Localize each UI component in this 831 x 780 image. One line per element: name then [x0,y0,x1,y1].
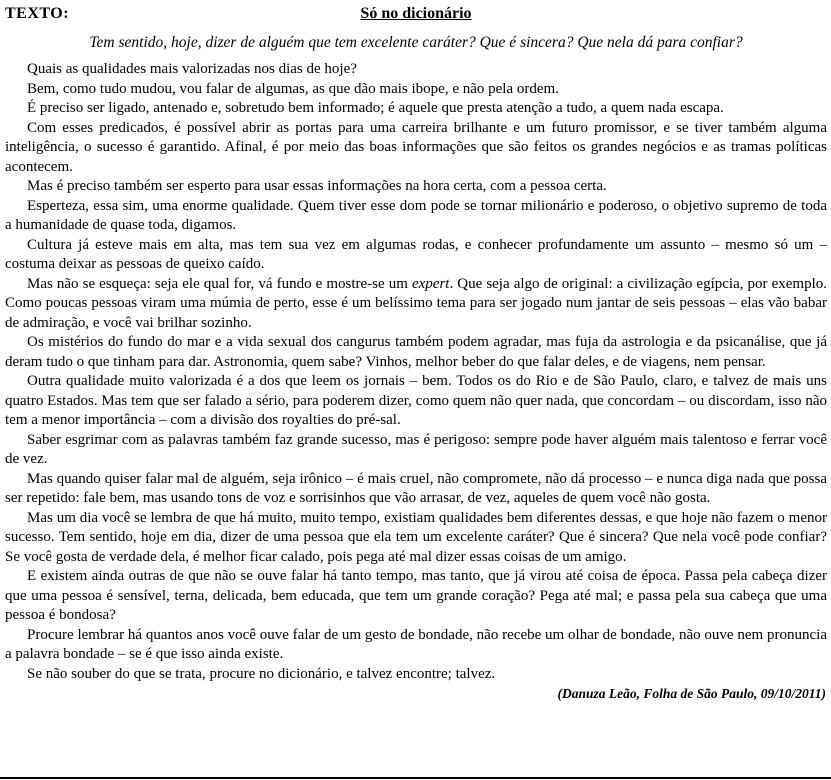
page-title: Só no dicionário [360,5,472,22]
paragraph: E existem ainda outras de que não se ouve falar há tanto tempo, mas tanto, que já virou até coisa de época. Passa pela cabeça dizer que uma pessoa é sensível, terna, delicada, bem educada, que tem um grande coração? Pega até mal; e passa pela sua cabeça que uma pessoa é bondosa? [5,568,827,623]
attribution: (Danuza Leão, Folha de São Paulo, 09/10/2011) [557,686,826,701]
paragraph: Esperteza, essa sim, uma enorme qualidade. Quem tiver esse dom pode se tornar milionário e poderoso, o objetivo supremo de toda a humanidade de quase toda, digamos. [5,197,827,233]
intro-question: Tem sentido, hoje, dizer de alguém que tem excelente caráter? Que é sincera? Que nela dá para confiar? [89,34,743,51]
paragraph: Cultura já esteve mais em alta, mas tem sua vez em algumas rodas, e conhecer profundamente um assunto – mesmo só um – costuma deixar as pessoas de queixo caído. [5,236,827,272]
paragraph-text: Mas não se esqueça: seja ele qual for, vá fundo e mostre-se um [27,275,412,292]
paragraph: Quais as qualidades mais valorizadas nos dias de hoje? [27,61,357,77]
document-header [5,5,827,26]
paragraph: Com esses predicados, é possível abrir as portas para uma carreira brilhante e um futuro promissor, e se tiver também alguma inteligência, o sucesso é garantido. Afinal, é por meio das boas informações que são feitos os grandes negócios e as tramas políticas acontecem. [5,119,827,175]
paragraph: Mas é preciso também ser esperto para usar essas informações na hora certa, com a pessoa certa. [27,178,607,194]
paragraph: É preciso ser ligado, antenado e, sobretudo bem informado; é aquele que presta atenção a tudo, a quem nada escapa. [27,100,724,116]
paragraph: Procure lembrar há quantos anos você ouve falar de um gesto de bondade, não recebe um olhar de bondade, não ouve nem pronuncia a palavra bondade – se é que isso ainda existe. [5,626,827,662]
paragraph: Mas um dia você se lembra de que há muito, muito tempo, existiam qualidades bem diferentes dessas, e que hoje não fazem o menor sucesso. Tem sentido, hoje em dia, dizer de uma pessoa que ela tem um excelente caráter? Que é sincera? Que nela você pode confiar? Se você gosta de verdade dela, é melhor ficar calado, pois pega até mal dizer essas coisas de um amigo. [5,509,827,565]
paragraph: Bem, como tudo mudou, vou falar de algumas, as que dão mais ibope, e não pela ordem. [27,80,559,97]
paragraph: Saber esgrimar com as palavras também faz grande sucesso, mas é perigoso: sempre pode haver alguém mais talentoso e ferrar você de vez. [5,431,827,467]
paragraph [5,275,827,334]
paragraph: Mas quando quiser falar mal de alguém, seja irônico – é mais cruel, não compromete, não dá processo – e nunca diga nada que possa ser repetido: fale bem, mas usando tons de voz e sorrisinhos que vão arrasar, de vez, aqueles de quem você não gosta. [5,470,827,506]
paragraph: Outra qualidade muito valorizada é a dos que leem os jornais – bem. Todos os do Rio e de São Paulo, claro, e talvez de mais uns quatro Estados. Mas tem que ser falado a sério, para poderem dizer, como quem não quer nada, que concordam – ou discordam, isso não tem a menor importância – com a divisão dos royalties do pré-sal. [5,373,827,428]
italic-word-expert: expert [411,275,450,292]
bottom-divider [0,777,831,779]
texto-label: TEXTO: [5,5,70,22]
paragraph-text: . Que seja algo de original: a civilização egípcia, por exemplo. Como poucas pessoas viram uma múmia de perto, esse é um belíssimo tema para ser jogado num jantar de seis pessoas – elas vão babar de admiração, e você vai brilhar sozinho. [5,275,827,331]
paragraph: Os mistérios do fundo do mar e a vida sexual dos cangurus também podem agradar, mas fuja da astrologia e da psicanálise, que já deram tudo o que tinham para dar. Astronomia, quem sabe? Vinhos, melhor beber do que falar deles, e de viagens, nem pensar. [5,334,827,370]
paragraph: Se não souber do que se trata, procure no dicionário, e talvez encontre; talvez. [27,665,496,682]
